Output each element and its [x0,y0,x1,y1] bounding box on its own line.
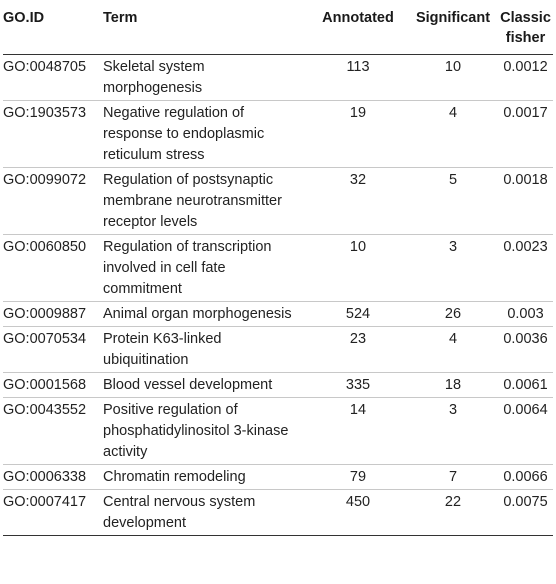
table-row [3,168,553,235]
table-row [3,235,553,302]
table-row [3,327,553,373]
cell-significant: 22 [444,494,462,510]
cell-significant: 26 [444,306,462,322]
cell-significant: 7 [448,469,458,485]
cell-classic-fisher: 0.0012 [503,59,548,75]
cell-term: Regulation of transcription involved in cell fate commitment [103,239,272,297]
cell-term: Skeletal system morphogenesis [103,59,205,96]
cell-term: Blood vessel development [103,377,273,393]
table-row [3,490,553,536]
cell-classic-fisher: 0.0066 [503,469,548,485]
cell-classic-fisher: 0.0064 [503,402,548,418]
table-row [3,55,553,101]
cell-significant: 10 [444,59,462,75]
go-enrichment-table [3,0,553,536]
cell-annotated: 19 [349,105,367,121]
cell-term: Positive regulation of phosphatidylinositol 3-kinase activity [103,402,289,460]
cell-significant: 4 [448,105,458,121]
cell-significant: 3 [448,402,458,418]
cell-term: Central nervous system development [103,494,256,531]
cell-annotated: 450 [345,494,371,510]
cell-term: Negative regulation of response to endoplasmic reticulum stress [103,105,265,163]
cell-annotated: 23 [349,331,367,347]
cell-classic-fisher: 0.0036 [503,331,548,347]
cell-classic-fisher: 0.0023 [503,239,548,255]
table-row [3,101,553,168]
cell-annotated: 113 [346,59,370,75]
cell-significant: 18 [444,377,462,393]
cell-go-id: GO:0099072 [3,172,87,188]
header-term: Term [103,10,138,26]
cell-go-id: GO:0060850 [3,239,87,255]
cell-go-id: GO:0007417 [3,494,87,510]
table-row [3,398,553,465]
cell-annotated: 79 [349,469,367,485]
cell-significant: 5 [448,172,458,188]
table-header [3,0,553,55]
table-row [3,373,553,398]
table-row [3,465,553,490]
header-row [3,0,553,55]
cell-go-id: GO:0048705 [3,59,87,75]
cell-go-id: GO:0009887 [3,306,87,322]
header-annotated: Annotated [322,10,394,26]
cell-annotated: 524 [345,306,371,322]
cell-classic-fisher: 0.0075 [503,494,548,510]
cell-annotated: 10 [349,239,367,255]
cell-term: Chromatin remodeling [103,469,246,485]
cell-classic-fisher: 0.0017 [503,105,548,121]
cell-classic-fisher: 0.0061 [503,377,548,393]
header-classic-fisher: Classic fisher [500,10,551,46]
table-row [3,302,553,327]
cell-classic-fisher: 0.003 [507,306,544,322]
cell-go-id: GO:0001568 [3,377,87,393]
table-body [3,55,553,536]
cell-term: Regulation of postsynaptic membrane neurotransmitter receptor levels [103,172,282,230]
header-significant: Significant [415,10,491,26]
header-go-id: GO.ID [3,10,45,26]
cell-term: Animal organ morphogenesis [103,306,292,322]
cell-annotated: 335 [345,377,371,393]
cell-significant: 3 [448,239,458,255]
cell-annotated: 14 [349,402,367,418]
cell-term: Protein K63-linked ubiquitination [103,331,222,368]
cell-significant: 4 [448,331,458,347]
cell-go-id: GO:0070534 [3,331,87,347]
cell-classic-fisher: 0.0018 [503,172,548,188]
cell-go-id: GO:0006338 [3,469,87,485]
cell-annotated: 32 [349,172,367,188]
cell-go-id: GO:0043552 [3,402,87,418]
cell-go-id: GO:1903573 [3,105,87,121]
